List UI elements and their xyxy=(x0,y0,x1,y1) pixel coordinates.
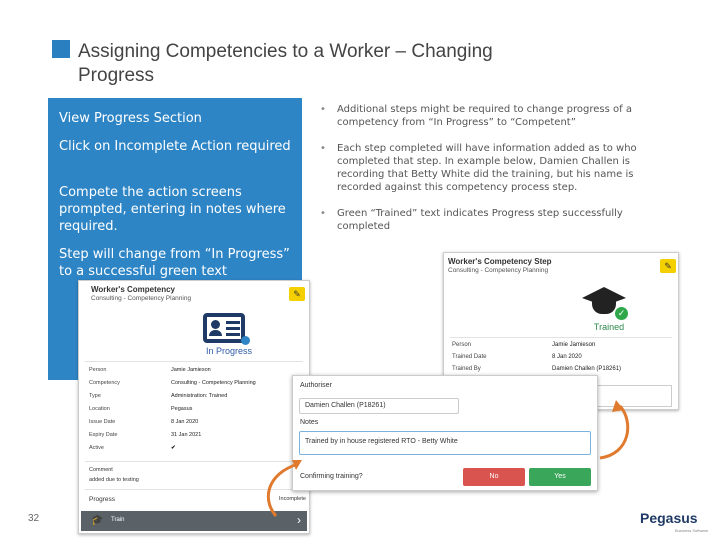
graduation-cap-icon: 🎓 xyxy=(91,515,104,526)
page-number: 32 xyxy=(28,513,40,524)
title-bullet-square xyxy=(52,40,70,58)
slide-title-line1: Assigning Competencies to a Worker – Changing xyxy=(78,41,493,62)
worker-competency-card: Worker's Competency Consulting - Competency Planning ✎ In Progress Person Jamie Jamieson Competency Consulting - Competency Planning Type Administration: Trained Location Pegasus Issue Date 8 Jan 2020 Expiry Date 31 Jan 2021 Active ✔ Comment added due to testing Progress Incomplete 🎓 Train › xyxy=(78,280,310,534)
chevron-right-icon: › xyxy=(297,513,301,527)
pencil-icon: ✎ xyxy=(293,289,301,299)
trained-status-label: Trained xyxy=(593,322,625,332)
progress-section-label: Progress xyxy=(89,496,116,503)
bullet-item: • Green “Trained” text indicates Progress step successfully completed xyxy=(318,207,658,233)
bullet-item: • Additional steps might be required to change progress of a competency from “In Progress” to “Competent” xyxy=(318,103,658,129)
curved-arrow-icon xyxy=(590,398,640,464)
comment-value: added due to testing xyxy=(89,477,139,483)
divider xyxy=(450,337,672,338)
pencil-icon: ✎ xyxy=(664,261,672,271)
card-title: Worker's Competency Step xyxy=(448,257,552,266)
graduation-cap-icon xyxy=(582,283,626,323)
authoriser-field[interactable]: Damien Challen (P18261) xyxy=(299,398,459,414)
authoriser-dialog xyxy=(292,375,598,491)
slide-title-line2: Progress xyxy=(78,65,155,86)
progress-status-label: In Progress xyxy=(205,346,253,356)
notes-input[interactable]: Trained by in house registered RTO - Betty White xyxy=(299,431,591,455)
yes-button[interactable]: Yes xyxy=(529,468,591,486)
bullet-list xyxy=(318,103,658,246)
check-circle-icon: ✓ xyxy=(615,307,628,320)
edit-button[interactable] xyxy=(289,287,305,301)
train-step-label: Train xyxy=(111,517,125,523)
authoriser-label: Authoriser xyxy=(300,382,332,389)
info-icon xyxy=(241,336,250,345)
id-card-icon xyxy=(203,313,245,343)
bullet-item: • Each step completed will have information added as to who completed that step. In example below, Damien Challen is recording that Betty White did the training, but his name is recorded against this competency process step. xyxy=(318,142,658,194)
card-subtitle: Consulting - Competency Planning xyxy=(91,295,192,302)
card-title: Worker's Competency xyxy=(91,285,176,294)
active-check-icon: ✔ xyxy=(171,445,176,451)
card-subtitle: Consulting - Competency Planning xyxy=(448,267,549,274)
pegasus-logo: Pegasus xyxy=(640,510,698,526)
logo-tagline: Business Software xyxy=(675,528,709,533)
comment-label: Comment xyxy=(89,467,113,473)
no-button[interactable]: No xyxy=(463,468,525,486)
instruction-step-1: View Progress Section xyxy=(59,111,202,126)
confirm-question: Confirming training? xyxy=(300,473,363,480)
progress-incomplete-label: Incomplete xyxy=(279,496,306,502)
instruction-step-3: Compete the action screens prompted, entering in notes where required. xyxy=(59,185,286,234)
curved-arrow-icon xyxy=(258,450,318,520)
slide-title xyxy=(78,40,638,88)
divider xyxy=(85,361,303,362)
notes-label: Notes xyxy=(300,419,319,426)
competency-step-card: Worker's Competency Step Consulting - Competency Planning ✎ ✓ Trained Person Jamie Jamieson Trained Date 8 Jan 2020 Trained By Damien Challen (P18261) xyxy=(443,252,679,410)
instruction-step-4: Step will change from “In Progress” to a successful green text xyxy=(59,247,290,279)
instruction-step-2: Click on Incomplete Action required xyxy=(59,139,291,154)
edit-button[interactable] xyxy=(660,259,676,273)
